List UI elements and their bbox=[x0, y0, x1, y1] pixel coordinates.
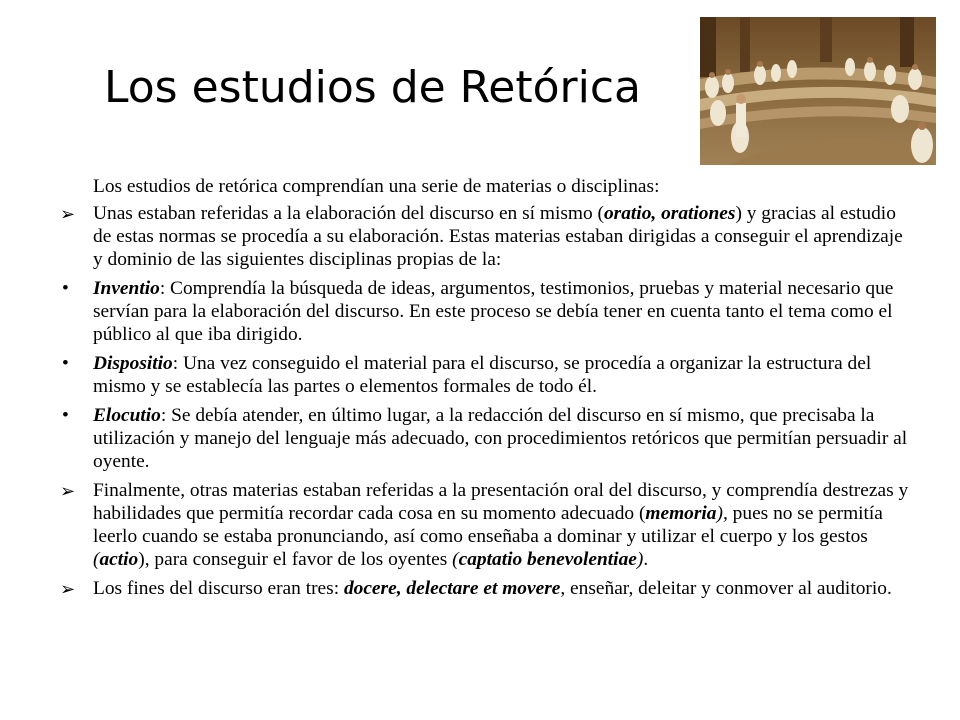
paragraph-text: : Comprendía la búsqueda de ideas, argumentos, testimonios, pruebas y material necesario que servían para la elaboración del discurso. En este proceso se debía tener en cuenta tanto el tema como el público al que iba dirigido. bbox=[93, 278, 894, 345]
list-item bbox=[60, 202, 910, 271]
slide-title: Los estudios de Retórica bbox=[104, 62, 641, 113]
list-item bbox=[60, 577, 910, 600]
slide-body bbox=[60, 175, 910, 606]
latin-term: docere, delectare et movere bbox=[343, 578, 561, 599]
list-item bbox=[60, 404, 910, 473]
intro-paragraph bbox=[60, 175, 910, 198]
paragraph-text: Finalmente, otras materias estaban referidas a la presentación oral del discurso, y comprendía destrezas y habilidades que permitía recordar cada cosa en su momento adecuado ( bbox=[93, 480, 909, 524]
latin-term: captatio benevolentiae bbox=[458, 549, 637, 570]
paragraph-text: , enseñar, deleitar y conmover al auditorio. bbox=[560, 578, 892, 599]
list-item bbox=[60, 352, 910, 398]
paragraph-text: ( bbox=[452, 549, 459, 570]
paragraph-text: ), bbox=[716, 503, 728, 524]
latin-term: memoria bbox=[645, 503, 717, 524]
latin-term: actio bbox=[99, 549, 139, 570]
paragraph-text: Unas estaban referidas a la elaboración del discurso en sí mismo ( bbox=[93, 203, 604, 224]
paragraph-text: : Se debía atender, en último lugar, a la redacción del discurso en sí mismo, que precisaba la utilización y manejo del lenguaje más adecuado, con procedimientos retóricos que permitían persuadir al oyente. bbox=[93, 405, 908, 472]
roman-senate-painting bbox=[700, 17, 936, 165]
latin-term: Dispositio bbox=[93, 353, 173, 374]
paragraph-text: pues no se permitía leerlo cuando se estaba pronunciando, así como enseñaba a dominar y utilizar el cuerpo y los gestos bbox=[93, 503, 883, 547]
paragraph-text: . bbox=[643, 549, 649, 570]
paragraph-text: ) y gracias al estudio de estas normas se procedía a su elaboración. Estas materias estaban dirigidas a conseguir el aprendizaje y dominio de las siguientes disciplinas propias de la: bbox=[93, 203, 903, 270]
paragraph-text: ), para conseguir el favor de los oyentes bbox=[138, 549, 453, 570]
paragraph-text: Los estudios de retórica comprendían una serie de materias o disciplinas: bbox=[93, 176, 660, 197]
bullet-icon: • bbox=[62, 278, 69, 299]
paragraph-text: : Una vez conseguido el material para el discurso, se procedía a organizar la estructura del mismo y se establecía las partes o elementos formales de todo él. bbox=[93, 353, 872, 397]
arrow-bullet-icon: ➢ bbox=[60, 579, 76, 600]
bullet-icon: • bbox=[62, 353, 69, 374]
paragraph-text: ( bbox=[93, 549, 100, 570]
latin-term: oratio, orationes bbox=[603, 203, 736, 224]
list-item bbox=[60, 277, 910, 346]
paragraph-text: Los fines del discurso eran tres: bbox=[93, 578, 344, 599]
arrow-bullet-icon: ➢ bbox=[60, 204, 76, 225]
paragraph-text: ) bbox=[636, 549, 644, 570]
arrow-bullet-icon: ➢ bbox=[60, 481, 76, 502]
latin-term: Inventio bbox=[93, 278, 160, 299]
list-item bbox=[60, 479, 910, 571]
latin-term: Elocutio bbox=[93, 405, 161, 426]
bullet-icon: • bbox=[62, 405, 69, 426]
